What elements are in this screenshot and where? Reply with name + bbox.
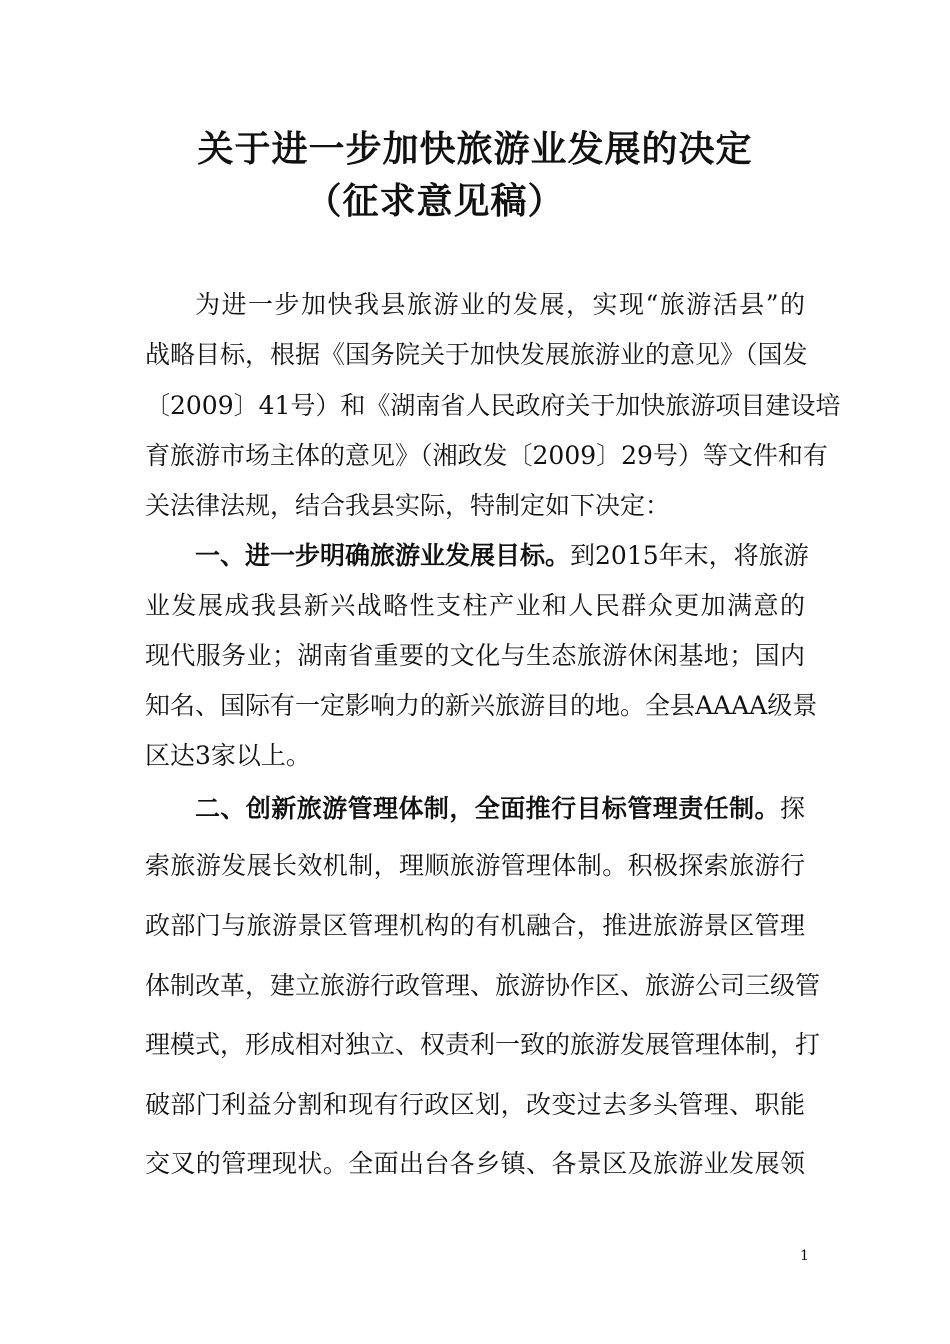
document-subtitle: （征求意见稿） (305, 181, 565, 222)
paragraph-line: 知名、国际有一定影响力的新兴旅游目的地。全县AAAA级景 (145, 691, 818, 720)
section-2-line (195, 794, 805, 824)
section-2-text: 探 (779, 794, 805, 823)
paragraph-line: 战略目标，根据《国务院关于加快发展旅游业的意见》（国发 (145, 340, 808, 369)
paragraph-line: 理模式，形成相对独立、权责利一致的旅游发展管理体制，打 (145, 1030, 821, 1059)
paragraph-line: 交叉的管理现状。全面出台各乡镇、各景区及旅游业发展领 (145, 1149, 805, 1178)
paragraph-line: 政部门与旅游景区管理机构的有机融合，推进旅游景区管理 (145, 911, 805, 940)
paragraph-line: 育旅游市场主体的意见》（湘政发〔2009〕29号）等文件和有 (145, 441, 828, 470)
section-1-text: 到2015年末，将旅游 (570, 541, 809, 570)
paragraph-line: 区达3家以上。 (145, 741, 311, 770)
section-2-heading: 二、创新旅游管理体制，全面推行目标管理责任制。 (195, 794, 780, 823)
paragraph-line: 现代服务业；湖南省重要的文化与生态旅游休闲基地；国内 (145, 641, 805, 670)
document-title: 关于进一步加快旅游业发展的决定 (197, 129, 753, 170)
paragraph-line: 为进一步加快我县旅游业的发展，实现“旅游活县”的 (195, 290, 805, 319)
paragraph-line: 〔2009〕41号）和《湖南省人民政府关于加快旅游项目建设培 (145, 391, 841, 420)
page-number: 1 (800, 1248, 809, 1264)
paragraph-line: 体制改革，建立旅游行政管理、旅游协作区、旅游公司三级管 (145, 971, 821, 1000)
paragraph-line: 业发展成我县新兴战略性支柱产业和人民群众更加满意的 (145, 591, 805, 620)
paragraph-line: 关法律法规，结合我县实际，特制定如下决定： (145, 491, 671, 520)
paragraph-line: 索旅游发展长效机制，理顺旅游管理体制。积极探索旅游行 (145, 851, 805, 880)
section-1-line (195, 541, 809, 571)
paragraph-line: 破部门利益分割和现有行政区划，改变过去多头管理、职能 (145, 1090, 805, 1119)
section-1-heading: 一、进一步明确旅游业发展目标。 (195, 541, 571, 570)
